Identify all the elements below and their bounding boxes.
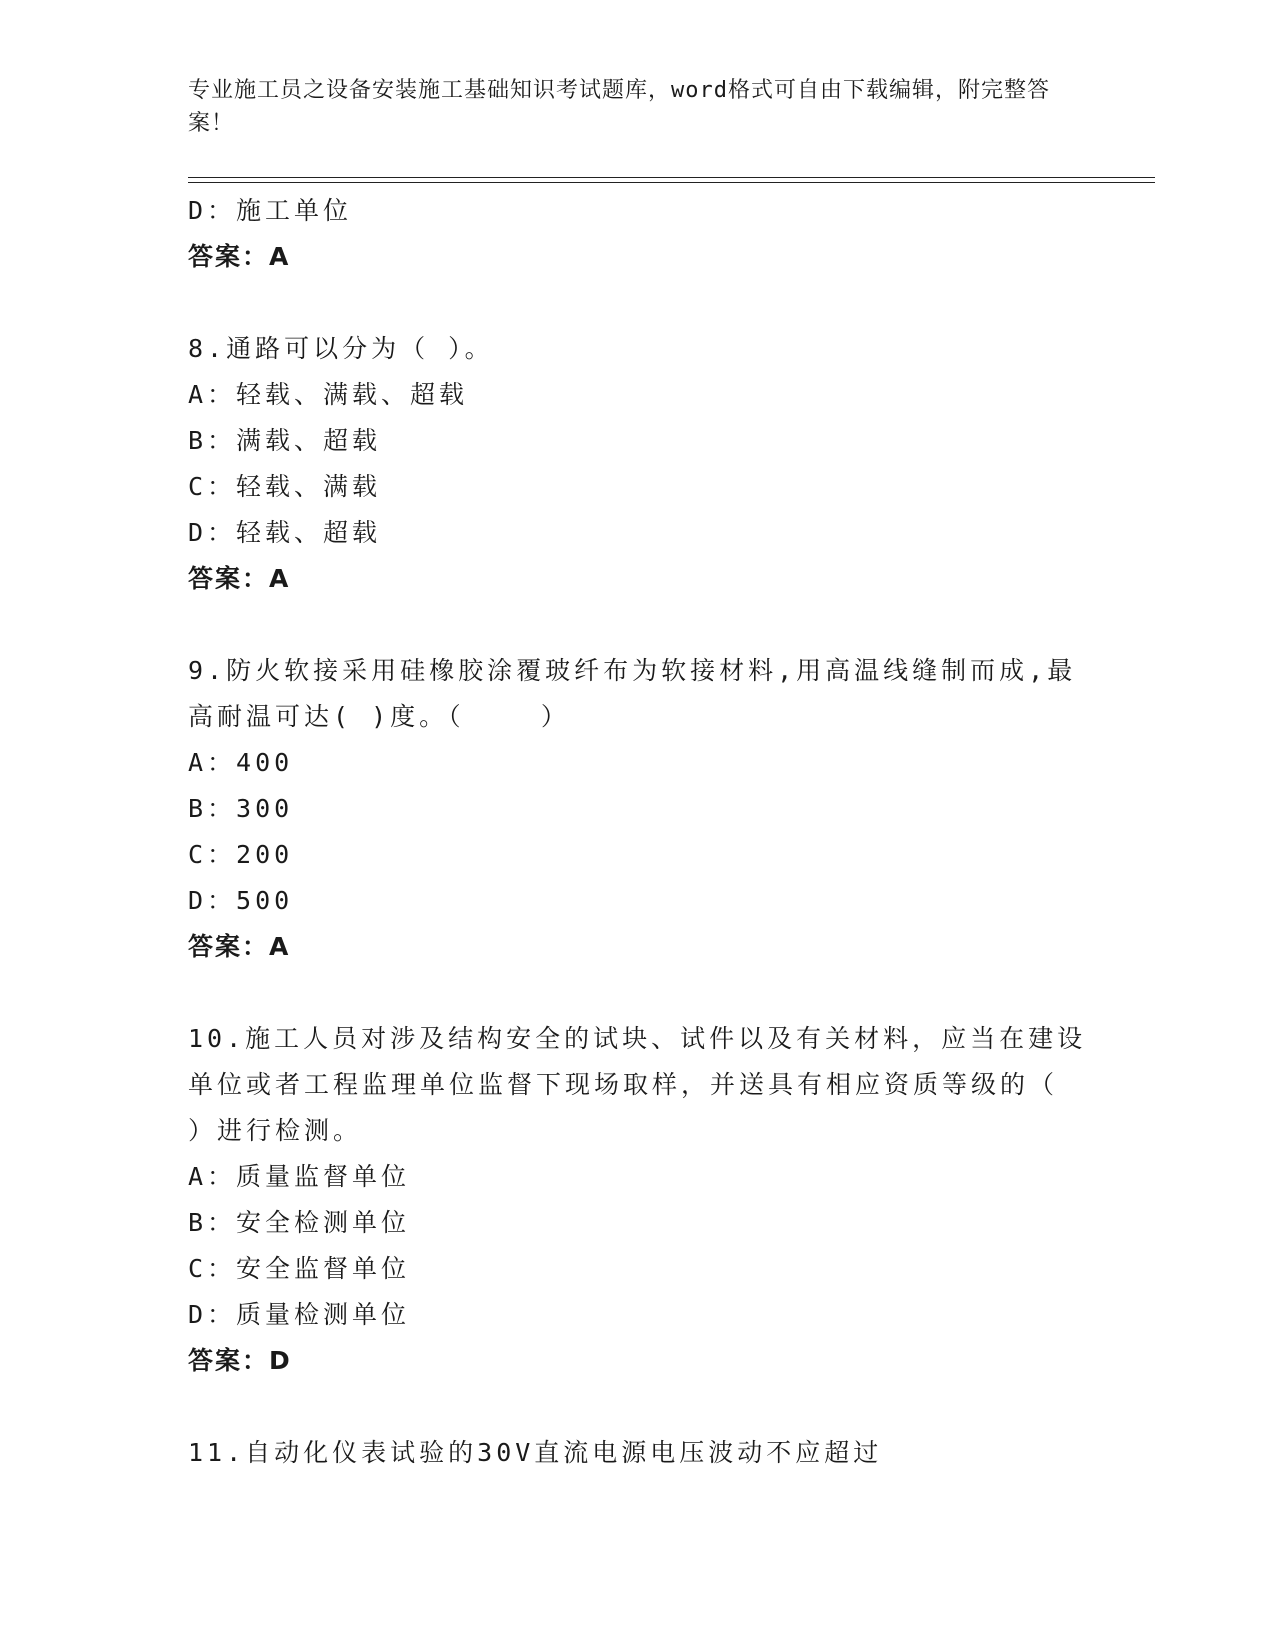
option-c: C：轻载、满载: [188, 472, 382, 501]
answer-label: 答案：A: [188, 242, 291, 271]
answer-label: 答案：A: [188, 932, 291, 961]
question-10: [188, 1016, 1088, 1384]
question-11: [188, 1430, 1088, 1476]
answer-label: 答案：A: [188, 564, 291, 593]
spacer: [188, 602, 1088, 648]
option-a: A：质量监督单位: [188, 1162, 411, 1191]
question-8: [188, 326, 1088, 602]
option-a: A：400: [188, 748, 294, 777]
question-content: [188, 188, 1088, 1476]
question-stem-line-3: ）进行检测。: [188, 1116, 363, 1145]
option-d: D：施工单位: [188, 196, 353, 225]
spacer: [188, 1384, 1088, 1430]
question-stem-line-1: 10.施工人员对涉及结构安全的试块、试件以及有关材料，应当在建设: [188, 1024, 1087, 1053]
option-b: B：满载、超载: [188, 426, 382, 455]
header-rule-bottom: [188, 182, 1155, 183]
question-stem-line-2: 单位或者工程监理单位监督下现场取样，并送具有相应资质等级的（: [188, 1070, 1059, 1099]
answer-label: 答案：D: [188, 1346, 292, 1375]
option-d: D：轻载、超载: [188, 518, 382, 547]
question-stem: 11.自动化仪表试验的30V直流电源电压波动不应超过: [188, 1438, 883, 1467]
option-b: B：安全检测单位: [188, 1208, 411, 1237]
option-a: A：轻载、满载、超载: [188, 380, 469, 409]
document-header: 专业施工员之设备安装施工基础知识考试题库，word格式可自由下载编辑，附完整答案！: [188, 78, 1050, 136]
option-b: B：300: [188, 794, 294, 823]
question-stem-line-2: 高耐温可达( )度。（ ）: [188, 702, 570, 731]
option-c: C：200: [188, 840, 294, 869]
spacer: [188, 280, 1088, 326]
spacer: [188, 970, 1088, 1016]
option-d: D：质量检测单位: [188, 1300, 411, 1329]
question-stem: 8.通路可以分为（ ）。: [188, 334, 494, 363]
question-9: [188, 648, 1088, 970]
option-d: D：500: [188, 886, 294, 915]
question-stem-line-1: 9.防火软接采用硅橡胶涂覆玻纤布为软接材料,用高温线缝制而成,最: [188, 656, 1077, 685]
header-rule-top: [188, 177, 1155, 178]
option-c: C：安全监督单位: [188, 1254, 411, 1283]
